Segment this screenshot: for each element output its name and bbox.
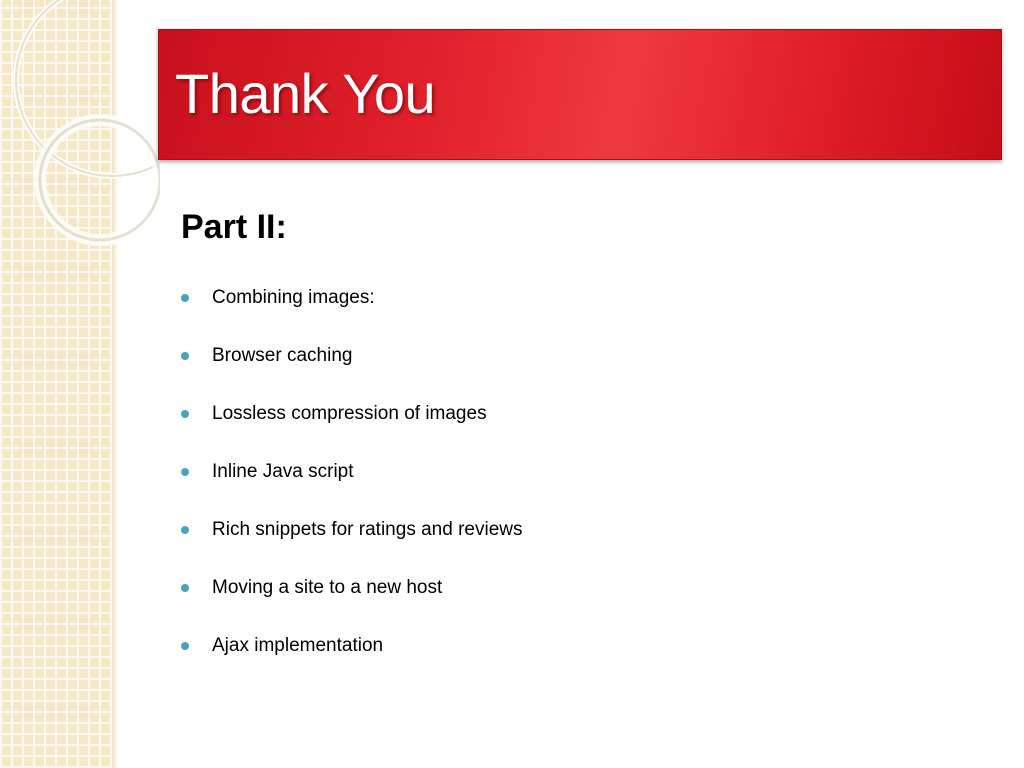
bullet-text: Browser caching [212, 345, 353, 366]
list-item [181, 460, 522, 518]
title-banner [158, 29, 1002, 160]
bullet-text: Rich snippets for ratings and reviews [212, 519, 523, 540]
bullet-icon [181, 468, 189, 476]
bullet-icon [181, 352, 189, 360]
decorative-rings [0, 0, 160, 260]
bullet-text: Moving a site to a new host [212, 577, 443, 598]
small-ring-outline [40, 120, 160, 240]
large-ring [16, 0, 160, 176]
bullet-icon [181, 642, 189, 650]
list-item [181, 402, 522, 460]
slide-title: Thank You [175, 62, 436, 125]
bullet-text: Lossless compression of images [212, 403, 487, 424]
bullet-text: Ajax implementation [212, 635, 384, 656]
list-item [181, 344, 522, 402]
list-item [181, 286, 522, 344]
list-item [181, 576, 522, 634]
bullet-text: Inline Java script [212, 461, 354, 482]
list-item [181, 634, 522, 692]
bullet-list [181, 286, 522, 692]
bullet-icon [181, 584, 189, 592]
list-item [181, 518, 522, 576]
bullet-icon [181, 526, 189, 534]
bullet-icon [181, 410, 189, 418]
section-subheading: Part II: [181, 208, 287, 246]
bullet-icon [181, 294, 189, 302]
bullet-text: Combining images: [212, 287, 375, 308]
large-ring-outline [16, 0, 160, 176]
